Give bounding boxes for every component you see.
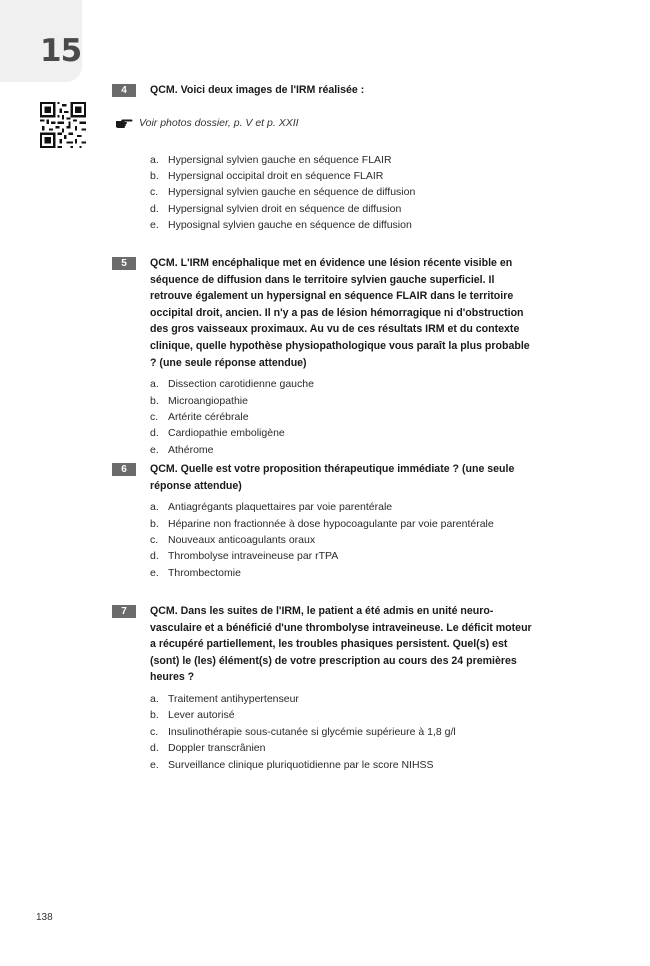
question-text: QCM. Voici deux images de l'IRM réalisée :: [150, 84, 365, 96]
question-7: [112, 603, 537, 773]
answer-item: a. Hypersignal sylvien gauche en séquence FLAIR: [150, 153, 392, 166]
answer-item: c. Artérite cérébrale: [150, 410, 249, 423]
answer-item: b. Microangiopathie: [150, 394, 248, 407]
answer-item: d. Cardiopathie emboligène: [150, 427, 285, 440]
chapter-number: 15: [40, 33, 82, 69]
question-text: QCM. Quelle est votre proposition thérapeutique immédiate ? (une seule réponse attendue): [150, 463, 515, 492]
question-text: QCM. Dans les suites de l'IRM, le patient a été admis en unité neuro-vasculaire et a bénéficié d'une thrombolyse intraveineuse. Le déficit moteur a récupéré partiellement, les troubles phasiques persistent. Quel(s) est (sont) le (les) élément(s) de votre prescription au cours des 24 premières heures ?: [150, 605, 532, 684]
answer-list: [150, 499, 537, 581]
answer-item: c. Hypersignal sylvien gauche en séquence de diffusion: [150, 186, 416, 199]
question-number: 7: [112, 605, 136, 618]
answer-item: a. Traitement antihypertenseur: [150, 692, 299, 705]
question-number: 4: [112, 84, 136, 97]
answer-list: [150, 152, 537, 234]
answer-item: a. Antiagrégants plaquettaires par voie parentérale: [150, 501, 393, 514]
answer-item: e. Hyposignal sylvien gauche en séquence de diffusion: [150, 219, 412, 232]
photo-reference-text: Voir photos dossier, p. V et p. XXII: [139, 117, 299, 129]
answer-item: d. Thrombolyse intraveineuse par rTPA: [150, 550, 339, 563]
answer-item: e. Surveillance clinique pluriquotidienne par le score NIHSS: [150, 758, 434, 771]
page-number: 138: [36, 912, 53, 923]
question-number: 6: [112, 463, 136, 476]
question-number: 5: [112, 257, 136, 270]
question-5: [112, 255, 537, 458]
question-6: [112, 461, 537, 581]
question-4: [112, 82, 537, 234]
answer-item: b. Lever autorisé: [150, 709, 235, 722]
answer-item: e. Thrombectomie: [150, 566, 241, 579]
qr-code-icon: [40, 102, 86, 148]
answer-list: [150, 691, 537, 773]
question-text: QCM. L'IRM encéphalique met en évidence une lésion récente visible en séquence de diffusion dans le territoire sylvien gauche superficiel. Il retrouve également un hypersignal en séquence FLAIR dans le territoire occipital droit, ancien. Il n'y a pas de lésion hémorragique ni d'obstruction des gros vaisseaux proximaux. Au vu de ces résultats IRM et du contexte clinique, quelle hypothèse physiopathologique vous paraît la plus probable ? (une seule réponse attendue): [150, 257, 530, 369]
answer-item: b. Hypersignal occipital droit en séquence FLAIR: [150, 170, 384, 182]
answer-item: a. Dissection carotidienne gauche: [150, 378, 314, 391]
answer-item: c. Insulinothérapie sous-cutanée si glycémie supérieure à 1,8 g/l: [150, 725, 456, 738]
answer-item: c. Nouveaux anticoagulants oraux: [150, 534, 316, 546]
answer-item: b. Héparine non fractionnée à dose hypocoagulante par voie parentérale: [150, 517, 494, 530]
answer-item: d. Hypersignal sylvien droit en séquence de diffusion: [150, 202, 402, 215]
answer-item: d. Doppler transcrânien: [150, 742, 266, 755]
answer-list: [150, 376, 537, 458]
answer-item: e. Athérome: [150, 443, 214, 456]
